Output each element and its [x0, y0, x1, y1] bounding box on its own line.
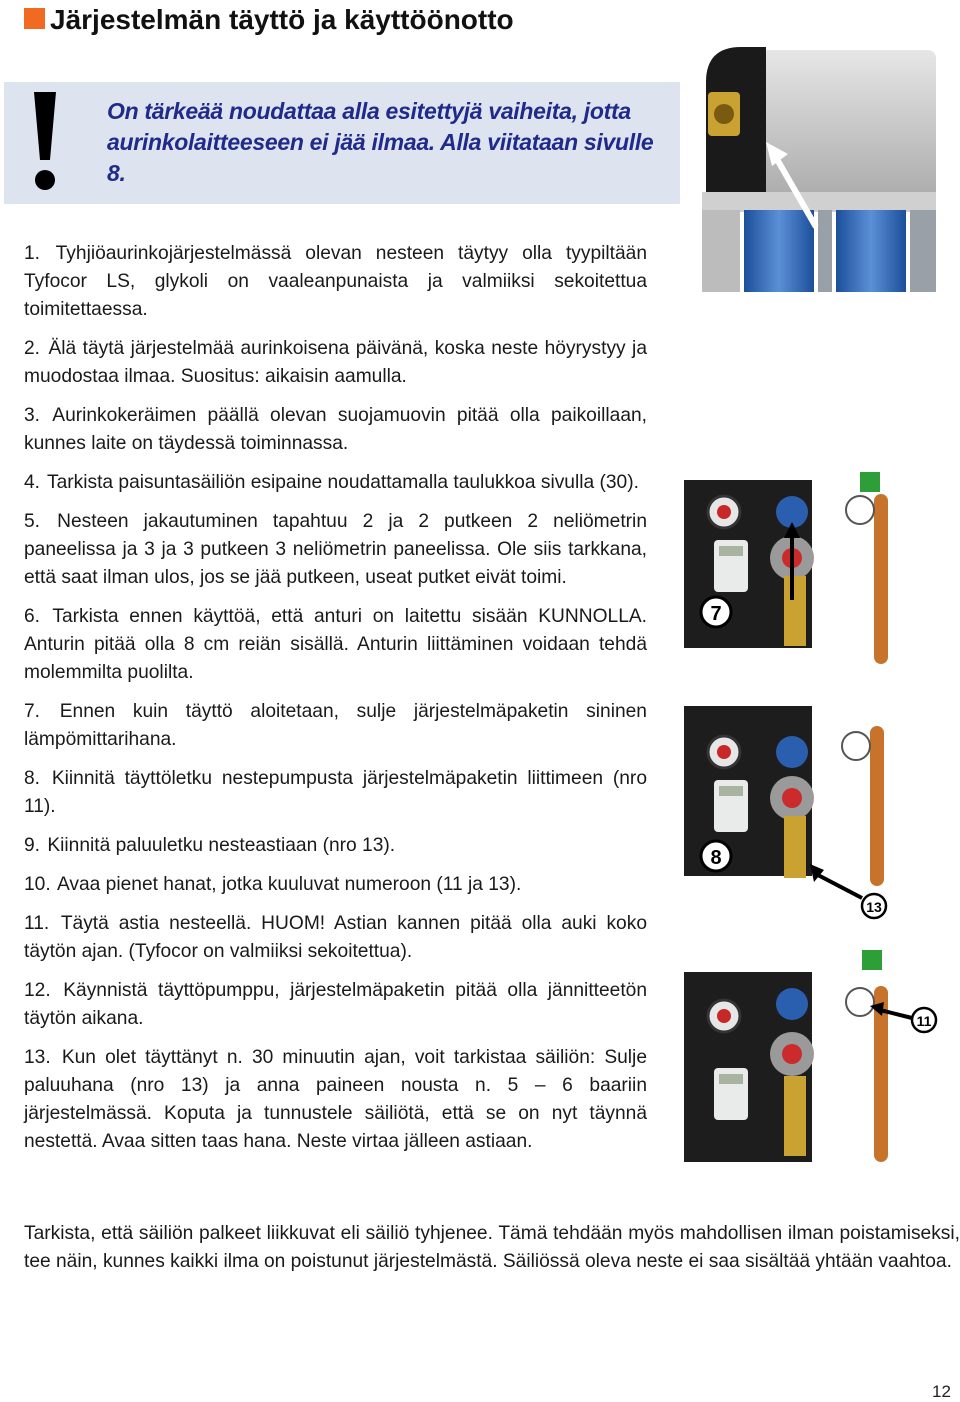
notice-text: On tärkeää noudattaa alla esitettyjä vaiheita, jotta aurinkolaitteeseen ei jää ilmaa. Alla viitataan sivulle 8. — [107, 98, 654, 186]
page-title: Järjestelmän täyttö ja käyttöönotto — [50, 4, 514, 35]
pump-station-photo-8 — [684, 706, 904, 922]
collector-photo — [696, 42, 936, 292]
list-item: 1. Tyhjiöaurinkojärjestelmässä olevan nesteen täytyy olla tyypiltään Tyfocor LS, glykoli on vaaleanpunaista ja valmiiksi sekoitettua toimitettaessa. — [24, 243, 648, 320]
list-item: 12. Käynnistä täyttöpumppu, järjestelmäpaketin pitää olla jännitteetön täytön aikana. — [24, 980, 647, 1029]
warning-notice — [4, 82, 680, 204]
continuation-paragraph: Tarkista, että säiliön palkeet liikkuvat eli säiliö tyhjenee. Tämä tehdään myös mahdollisen ilman poistamiseksi, tee näin, kunnes kaikki ilma on poistunut järjestelmästä. Säiliössä oleva neste ei saa sisältää yhtään vaahtoa. — [24, 1223, 960, 1272]
pump-station-photo-7 — [684, 460, 904, 665]
list-item: 7. Ennen kuin täyttö aloitetaan, sulje järjestelmäpaketin sininen lämpömittarihana. — [24, 701, 647, 750]
list-item: 6. Tarkista ennen käyttöä, että anturi on laitettu sisään KUNNOLLA. Anturin pitää olla 8 cm reiän sisällä. Anturin liittäminen voidaan tehdä molemmilta puolilta. — [24, 606, 648, 683]
exclamation-icon — [30, 90, 60, 200]
list-item: 13. Kun olet täyttänyt n. 30 minuutin ajan, voit tarkistaa säiliön: Sulje paluuhana (nro 13) ja anna paineen nousta n. 5 – 6 baariin järjestelmässä. Koputa ja tunnustele säiliötä, että se on nyt täynnä nestettä. Avaa sitten taas hana. Neste virtaa jälleen astiaan. — [24, 1047, 647, 1152]
list-item: 3. Aurinkokeräimen päällä olevan suojamuovin pitää olla paikoillaan, kunnes laite on täydessä toiminnassa. — [24, 405, 647, 454]
list-item: 2. Älä täytä järjestelmää aurinkoisena päivänä, koska neste höyrystyy ja muodostaa ilmaa. Suositus: aikaisin aamulla. — [24, 338, 647, 387]
list-item: 10. Avaa pienet hanat, jotka kuuluvat numeroon (11 ja 13). — [24, 874, 522, 895]
list-item: 9. Kiinnitä paluuletku nesteastiaan (nro 13). — [24, 835, 396, 856]
figure-label: 7 — [710, 603, 722, 625]
page-number: 12 — [932, 1382, 951, 1401]
title-marker — [24, 8, 45, 29]
figure-label: 8 — [710, 847, 722, 869]
list-item: 5. Nesteen jakautuminen tapahtuu 2 ja 2 putkeen 2 neliömetrin paneelissa ja 3 ja 3 putkeen 3 neliömetrin paneelissa. Ole siis tarkkana, että saat ilman ulos, jos se jää putkeen, useat putket eivät toimi. — [24, 511, 647, 588]
list-item: 11. Täytä astia nesteellä. HUOM! Astian kannen pitää olla auki koko täytön ajan. (Tyfocor on valmiiksi sekoitettua). — [24, 913, 647, 962]
list-item: 4. Tarkista paisuntasäiliön esipaine noudattamalla taulukkoa sivulla (30). — [24, 472, 639, 493]
pump-station-photo-11 — [684, 942, 944, 1168]
list-item: 8. Kiinnitä täyttöletku nestepumpusta järjestelmäpaketin liittimeen (nro 11). — [24, 768, 647, 817]
figure-label: 11 — [916, 1013, 932, 1029]
figure-label: 13 — [866, 899, 882, 915]
instruction-list — [24, 240, 647, 1156]
